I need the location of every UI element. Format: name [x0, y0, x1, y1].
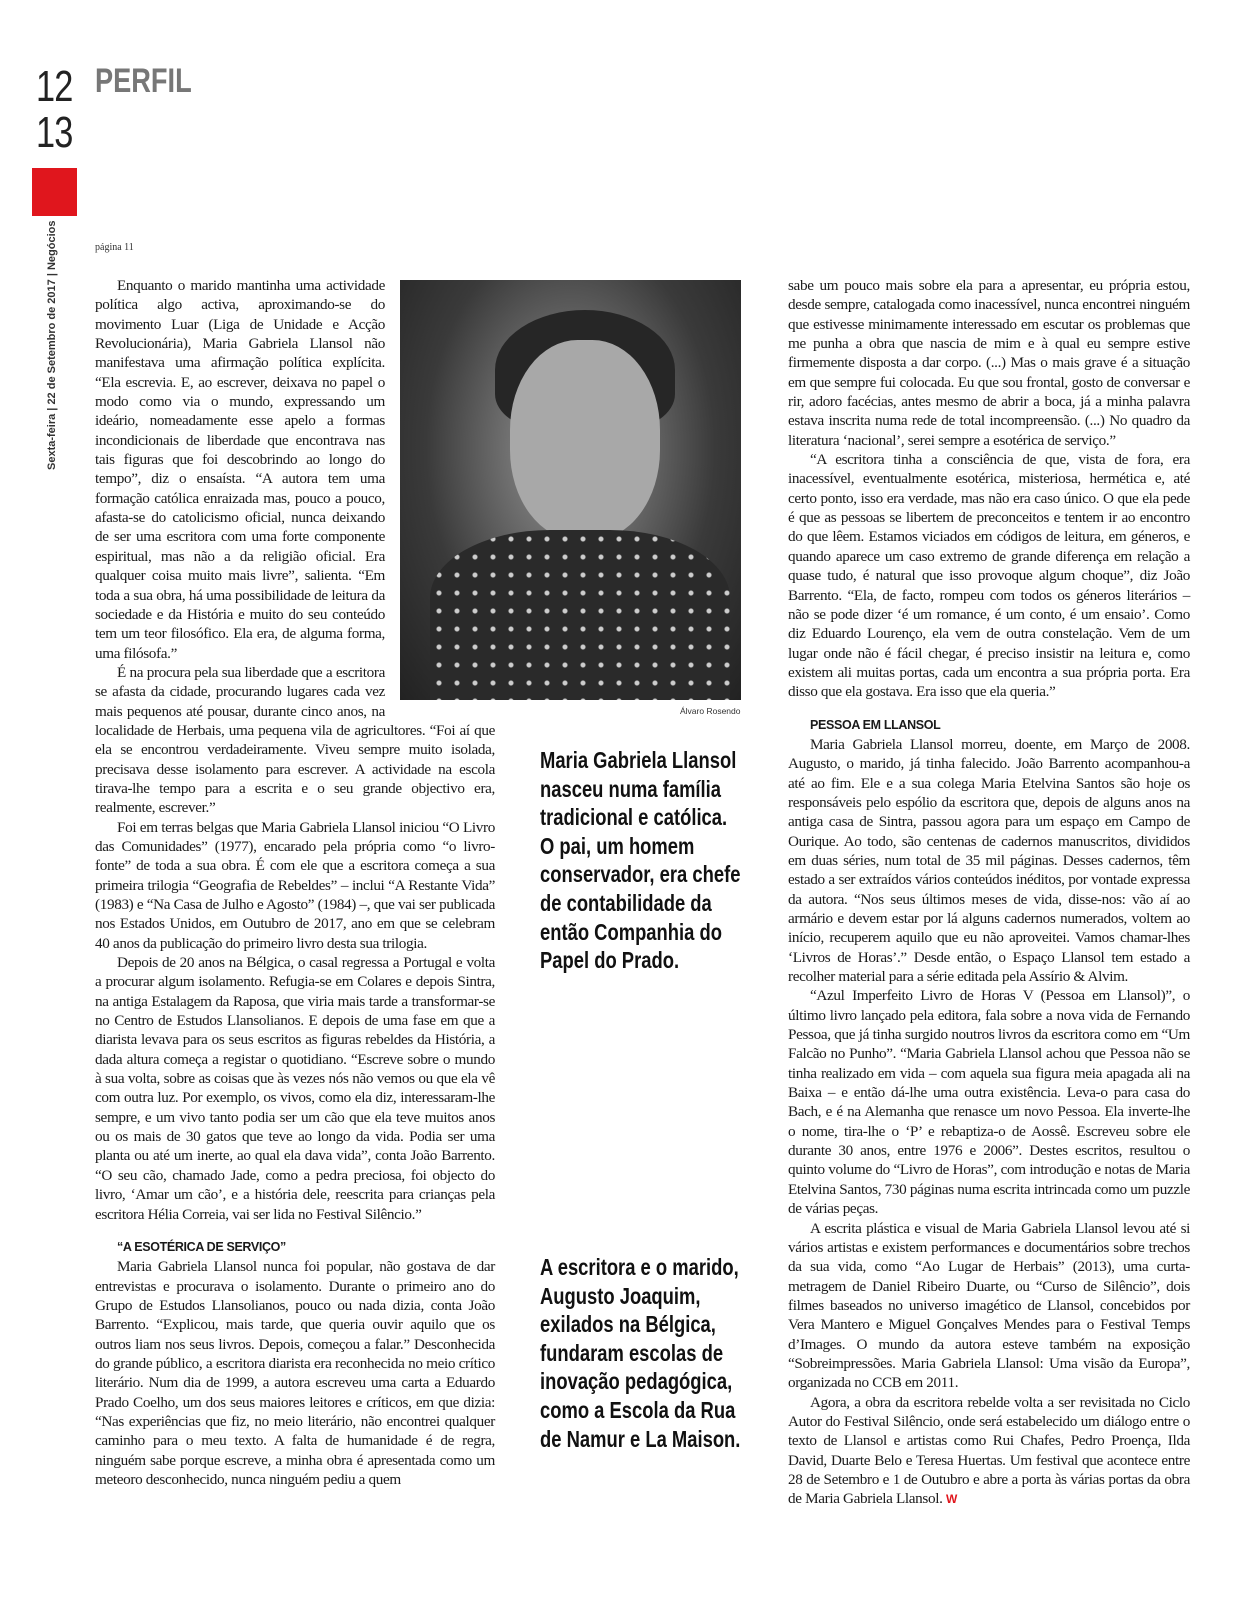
page-reference: página 11: [95, 242, 134, 253]
page-number-right: 13: [36, 108, 73, 157]
paragraph: [788, 1393, 1190, 1510]
paragraph: É na procura pela sua liberdade que a escritora se afasta da cidade, procurando lugares cada vez mais pequenos até pousar, durante cinco anos, na localidade de Herbais, uma pequena vila de agricultores. “Foi aí que ela se encontrou verdadeiramente. Viveu sempre muito isolada, precisava desse isolamento para escrever. A actividade na escola tirava-lhe tempo para a escrita e o seu grande objectivo era, realmente, escrever.”: [95, 663, 495, 817]
end-mark-logo: W: [945, 1492, 957, 1507]
paragraph: Maria Gabriela Llansol nunca foi popular, não gostava de dar entrevistas e procurava o isolamento. Durante o primeiro ano do Grupo de Estudos Llansolianos, pouco ou nada dizia, conta João Barrento. “Explicou, mais tarde, que queria ouvir aquilo que os outros liam nos seus livros. Depois, começou a falar.” Desconhecida do grande público, a escritora diarista era reconhecida no meio crítico literário. Num dia de 1999, a autora escreveu uma carta a Eduardo Prado Coelho, um dos seus maiores leitores e críticos, em que dizia: “Nas experiências que fiz, no meio literário, não encontrei qualquer caminho para o meu texto. A falta de humanidade é de regra, ninguém sabe porque escreve, a minha obra é apresentada como um meteoro desconhecido, nunca ninguém pediu a quem: [95, 1258, 495, 1488]
accent-block: [32, 168, 77, 216]
paragraph: Foi em terras belgas que Maria Gabriela Llansol iniciou “O Livro das Comunidades” (1977), encarado pela própria como “o livro-fonte” de toda a sua obra. É com ele que a escritora começa a sua primeira trilogia “Geografia de Rebeldes” – inclui “A Restante Vida” (1983) e “Na Casa de Julho e Agosto” (1984) –, que vai ser publicada nos Estados Unidos, em Outubro de 2017, ano em que se celebram 40 anos da publicação do primeiro livro desta sua trilogia.: [95, 818, 495, 952]
subheading: “A ESOTÉRICA DE SERVIÇO”: [117, 1239, 286, 1254]
paragraph: Depois de 20 anos na Bélgica, o casal regressa a Portugal e volta a procurar algum isolamento. Refugia-se em Colares e depois Sintra, na antiga Estalagem da Raposa, que viria mais tarde a transformar-se no Centro de Estudos Llansolianos. E depois de uma fase em que a diarista levava para os seus escritos as figuras rebeldes da História, a dada altura começa a registar o quotidiano. “Escreve sobre o mundo à sua volta, sobre as coisas que às vezes nós não vemos ou que ela vê com outra luz. Por exemplo, os vivos, como ela diz, interessaram-lhe sempre, e um vivo tanto podia ser um cão que ela teve muitos anos ou os mais de 30 gatos que teve ao longo da vida. Podia ser uma planta ou até um inerte, ao qual ela dava vida”, conta João Barrento. “O seu cão, chamado Jade, como a pedra preciosa, foi objecto do livro, ‘Amar um cão’, e a história dele, reescrita para crianças pela escritora Hélia Correia, vai ser lida no Festival Silêncio.”: [95, 954, 495, 1223]
page-number-left: 12: [36, 62, 73, 111]
section-title: PERFIL: [95, 62, 192, 100]
dateline: Sexta-feira | 22 de Setembro de 2017 | Negócios: [46, 220, 58, 470]
paragraph: Enquanto o marido mantinha uma actividade política algo activa, aproximando-se do movimento Luar (Liga de Unidade e Acção Revolucionária), Maria Gabriela Llansol não manifestava uma afirmação política explícita. “Ela escrevia. E, ao escrever, deixava no papel o modo como via o mundo, expressando um ideário, nomeadamente esse apelo a formas incondicionais de liberdade que encontrava nas tais figuras que foi descobrindo ao longo do tempo”, diz o ensaísta. “A autora tem uma formação católica enraizada mas, pouco a pouco, afasta-se do catolicismo oficial, nunca deixando de ser uma escritora com uma forte componente espiritual, mas não a da religião oficial. Era qualquer coisa muito mais livre”, salienta. “Em toda a sua obra, há uma possibilidade de leitura da sociedade e da História e muito do seu conteúdo tem um teor filosófico. Ela era, de alguma forma, uma filósofa.”: [95, 277, 385, 662]
pull-quote: A escritora e o marido, Augusto Joaquim, exilados na Bélgica, fundaram escolas de inovação pedagógica, como a Escola da Rua de Namur e La Maison.: [540, 1254, 741, 1452]
paragraph: “Azul Imperfeito Livro de Horas V (Pessoa em Llansol)”, o último livro lançado pela editora, fala sobre a nova vida de Fernando Pessoa, que já tinha surgido noutros livros da escritora como em “Um Falcão no Punho”. “Maria Gabriela Llansol achou que Pessoa não se tinha realizado em vida – com aquela sua figura meia apagada ali na Baixa – e então dá-lhe uma outra existência. Leva-o para casa do Bach, e é na Alemanha que renasce um novo Pessoa. Ela inverte-lhe o nome, tira-lhe o ‘P’ e rebaptiza-o de Aossê. Escreveu sobre ele durante 30 anos, entre 1976 e 2006”. Destes escritos, resultou o quinto volume do “Livro de Horas”, com introdução e notas de Maria Etelvina Santos, 730 páginas numa escrita intrincada como um puzzle de várias peças.: [788, 987, 1190, 1218]
pull-quote: Maria Gabriela Llansol nasceu numa família tradicional e católica. O pai, um homem conservador, era chefe de contabilidade da então Companhia do Papel do Prado.: [540, 747, 741, 974]
paragraph-text: Agora, a obra da escritora rebelde volta a ser revisitada no Ciclo Autor do Festival Silêncio, onde será estabelecido um diálogo entre o texto de Llansol e artistas como Rui Chafes, Pedro Proença, Ilda David, Duarte Belo e Teresa Huertas. Um festival que acontece entre 28 de Setembro e 1 de Outubro e abre a porta às várias portas da obra de Maria Gabriela Llansol.: [788, 1393, 1190, 1508]
right-column: [788, 276, 1190, 1510]
paragraph: “A escritora tinha a consciência de que, vista de fora, era inacessível, eventualmente esotérica, misteriosa, hermética e, até certo ponto, isso era verdade, mas não era caso único. O que ela pede é que as pessoas se libertem de preconceitos e tentem ir ao encontro do que lêem. Estamos viciados em códigos de leitura, em géneros, e quando aparece um caso extremo de grande diferença em relação a quase tudo, é natural que isso provoque algum choque”, diz João Barrento. “Ela, de facto, rompeu com todos os géneros literários – não se pode dizer ‘é um romance, é um conto, é um ensaio’. Como diz Eduardo Lourenço, ela vem de outra constelação. Vem de um lugar onde não é fácil chegar, é preciso insistir na leitura e, como existem ali muitas portas, cada um encontra a sua própria porta. Era disso que ela gostava. Era isso que ela queria.”: [788, 451, 1190, 701]
paragraph: A escrita plástica e visual de Maria Gabriela Llansol levou até si vários artistas e existem performances e documentários sobre trechos da sua vida, como “Ao Lugar de Herbais” (2013), uma curta-metragem de Daniel Ribeiro Duarte, ou “Curso de Silêncio”, dois filmes baseados no universo imagético de Llansol, concebidos por Vera Mantero e Miguel Gonçalves Mendes para o Festival Temps d’Images. O mundo da autora esteve também na exposição “Sobreimpressões. Maria Gabriela Llansol: Uma visão da Europa”, organizada no CCB em 2011.: [788, 1219, 1190, 1392]
portrait-photo: [400, 280, 741, 700]
photo-credit: Álvaro Rosendo: [680, 706, 741, 716]
subheading: PESSOA EM LLANSOL: [810, 717, 941, 732]
paragraph: Maria Gabriela Llansol morreu, doente, em Março de 2008. Augusto, o marido, já tinha falecido. João Barrento acompanhou-a até ao fim. Ele e a sua colega Maria Etelvina Santos são hoje os responsáveis pelo espólio da escritora que, depois de alguns anos na antiga casa de Sintra, passou agora para um espaço em Campo de Ourique. Ao todo, são centenas de cadernos manuscritos, divididos em duas séries, num total de 35 mil páginas. Desses cadernos, têm estado a ser extraídos vários conteúdos inéditos, por vontade expressa da autora. “Nos seus últimos meses de vida, disse-nos: vão aí ao armário e devem estar por lá alguns cadernos numerados, voltem ao início, recuperem aquilo que eu não aproveitei. Vamos chamar-lhes ‘Livros de Horas’.” Desde então, o Espaço Llansol tem estado a recolher material para a série editada pela Assírio & Alvim.: [788, 735, 1190, 986]
paragraph: sabe um pouco mais sobre ela para a apresentar, eu própria estou, desde sempre, catalogada como inacessível, nunca encontrei ninguém que estivesse minimamente interessado em escutar os problemas que me punha a obra que nascia de mim e à qual eu sempre estive firmemente disposta a dar corpo. (...) Mas o mais grave é a situação em que sempre fui colocada. Eu que sou frontal, gosto de conversar e rir, adoro facécias, antes mesmo de abrir a boca, já a minha palavra estava inscrita numa rede de total incompreensão. (...) No quadro da literatura ‘nacional’, serei sempre a esotérica de serviço.”: [788, 277, 1190, 449]
